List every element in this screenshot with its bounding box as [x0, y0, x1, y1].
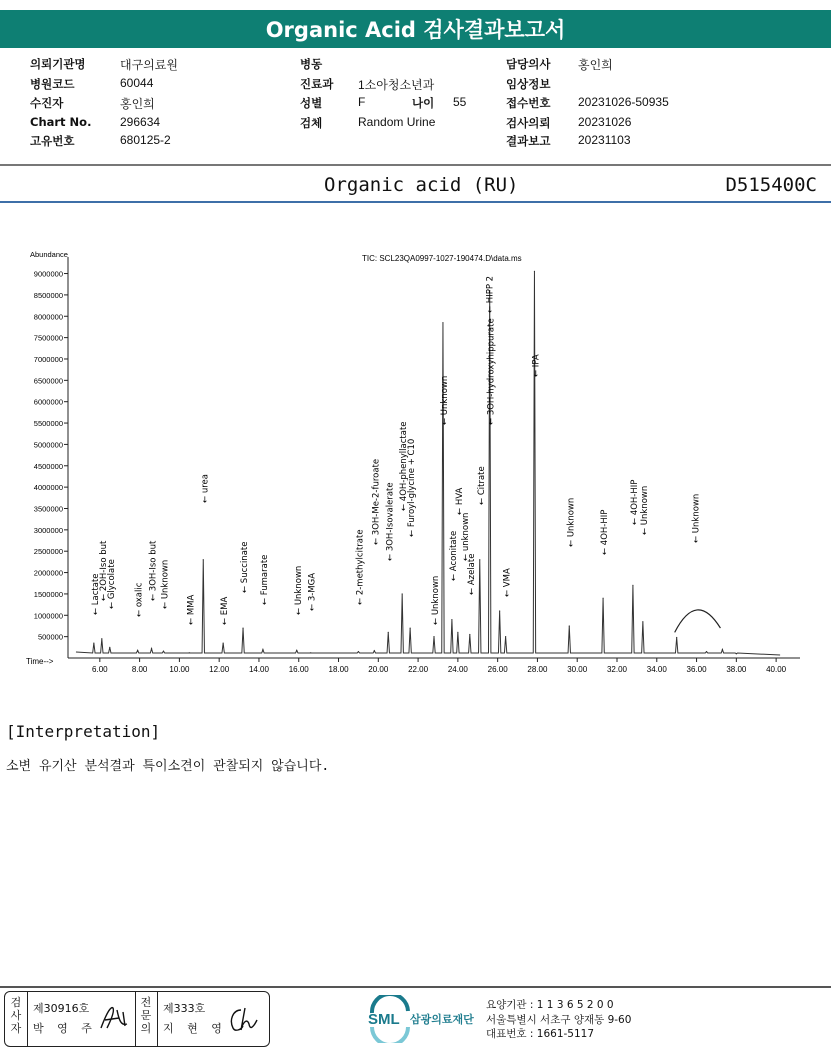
specialist-name: 지 현 영 — [163, 1022, 227, 1035]
x-tick-label: 6.00 — [92, 665, 108, 674]
peak-point — [602, 598, 603, 599]
peak-annotation: ← unknown — [460, 512, 471, 561]
info-value: 60044 — [120, 76, 154, 90]
info-value: 55 — [453, 95, 467, 109]
x-tick-label: 22.00 — [408, 665, 429, 674]
peak-point — [109, 647, 110, 648]
peak-point — [163, 651, 164, 652]
chart-annotations — [91, 276, 721, 632]
report-title: Organic acid (RU) — [324, 174, 519, 196]
info-label: 진료과 — [300, 77, 334, 91]
info-value: 20231103 — [578, 133, 631, 147]
peak-annotation: ← 4OH-HIP — [629, 479, 640, 525]
x-tick-label: 28.00 — [527, 665, 548, 674]
peak-annotation: ← Aconitate — [448, 530, 459, 581]
y-tick-label: 5000000 — [33, 440, 63, 450]
y-tick-label: 8000000 — [33, 312, 63, 322]
peak-annotation: ← 3OH-Iso but — [148, 540, 159, 601]
info-value: 680125-2 — [120, 133, 171, 147]
peak-annotation: ← EMA — [220, 596, 231, 625]
peak-annotation: ← Unknown — [566, 497, 577, 547]
specialist-label: 전문의 — [140, 996, 152, 1035]
peak-point — [388, 632, 389, 633]
specialist-number: 제333호 — [163, 1002, 206, 1015]
peak-point — [706, 651, 707, 652]
peak-annotation: ← IPA — [531, 354, 542, 377]
chromatogram-trace — [76, 271, 780, 655]
x-tick-label: 14.00 — [248, 665, 269, 674]
x-tick-label: 16.00 — [288, 665, 309, 674]
lab-street: 서울특별시 서초구 양재동 9-60 — [486, 1013, 632, 1026]
y-tick-label: 6500000 — [33, 376, 63, 386]
x-tick-label: 38.00 — [726, 665, 747, 674]
peak-annotation: ← 3OH-Isovalerate — [385, 482, 396, 561]
y-tick-label: 5500000 — [33, 419, 63, 429]
peak-annotation: ← Furoyl-glycine + C10 — [407, 438, 418, 537]
info-label: 담당의사 — [506, 57, 551, 71]
peak-annotation: ← Lactate — [90, 573, 101, 615]
peak-point — [223, 642, 224, 643]
x-tick-label: 24.00 — [447, 665, 468, 674]
chart-title: TIC: SCL23QA0997-1027-190474.D\data.ms — [362, 254, 522, 263]
y-tick-label: 7500000 — [33, 333, 63, 343]
peak-annotation: ← Glycolate — [106, 559, 117, 609]
specialist-signature — [227, 1004, 263, 1034]
x-tick-label: 26.00 — [487, 665, 508, 674]
peak-point — [151, 648, 152, 649]
peak-annotation: ← 3-MGA — [307, 572, 318, 611]
info-label: 검사의뢰 — [506, 116, 551, 130]
peak-point — [469, 634, 470, 635]
info-value: 홍인희 — [578, 58, 613, 72]
y-tick-label: 9000000 — [33, 269, 63, 279]
peak-annotation: ← VMA — [502, 568, 513, 597]
y-tick-label: 4000000 — [33, 483, 63, 493]
peak-point — [505, 636, 506, 637]
y-tick-label: 2000000 — [33, 568, 63, 578]
x-tick-label: 32.00 — [606, 665, 628, 674]
y-tick-label: 3000000 — [33, 525, 63, 535]
patient-info — [0, 54, 831, 164]
info-value: 20231026 — [578, 115, 632, 129]
peak-point — [374, 650, 375, 651]
report-banner — [0, 10, 831, 48]
hump-annotation-arc — [675, 610, 721, 632]
y-tick-label: 2500000 — [33, 547, 63, 557]
info-label: 병원코드 — [30, 77, 75, 91]
tester-name: 박 영 주 — [33, 1022, 97, 1035]
peak-point — [632, 585, 633, 586]
x-tick-label: 18.00 — [328, 665, 349, 674]
info-value: 홍인희 — [120, 97, 155, 111]
tester-number: 제30916호 — [33, 1002, 90, 1015]
peak-annotation: ← 3OH-hydroxyhippurate — [486, 318, 497, 425]
y-tick-label: 6000000 — [33, 397, 63, 407]
info-label: 고유번호 — [30, 134, 75, 148]
peak-point — [310, 652, 311, 653]
peak-annotation: ← urea — [200, 474, 211, 503]
peak-point — [433, 636, 434, 637]
x-tick-label: 30.00 — [567, 665, 588, 674]
peak-point — [189, 652, 190, 653]
peak-annotation: ← Citrate — [476, 466, 487, 505]
peak-point — [242, 627, 243, 628]
peak-annotation: ← 4OH-HIP — [600, 509, 611, 555]
info-label: Chart No. — [30, 115, 92, 129]
peak-point — [410, 627, 411, 628]
peak-annotation: ← Unknown — [293, 565, 304, 615]
peak-point — [402, 593, 403, 594]
chromatogram-chart — [0, 245, 831, 680]
peak-point — [676, 637, 677, 638]
peak-annotation: ← Succinate — [240, 541, 251, 593]
peak-point — [722, 649, 723, 650]
divider — [0, 164, 831, 166]
sml-logo-icon — [366, 995, 414, 1043]
info-label: 나이 — [412, 96, 435, 110]
y-tick-label: 4500000 — [33, 461, 63, 471]
peak-annotation: ← 2OH-Iso but — [98, 540, 109, 601]
y-tick-label: 8500000 — [33, 290, 63, 300]
peak-point — [451, 619, 452, 620]
y-axis-label: Abundance — [30, 250, 68, 259]
info-label: 성별 — [300, 96, 323, 110]
peak-point — [569, 625, 570, 626]
peak-point — [479, 559, 480, 560]
divider — [0, 986, 831, 988]
info-label: 결과보고 — [506, 134, 551, 148]
y-tick-label: 7000000 — [33, 354, 63, 364]
peak-annotation: ← Unknown — [439, 375, 450, 425]
info-label: 의뢰기관명 — [30, 57, 86, 71]
logo-text: SML — [368, 1011, 400, 1028]
x-tick-label: 8.00 — [131, 665, 148, 674]
peak-annotation: ← Unknown — [691, 493, 702, 543]
lab-address — [486, 998, 631, 1042]
report-code: D515400C — [725, 174, 817, 196]
lab-name: 삼광의료재단 — [410, 1013, 474, 1026]
interpretation-text: 소변 유기산 분석결과 특이소견이 관찰되지 않습니다. — [6, 759, 330, 774]
interpretation-heading: [Interpretation] — [6, 722, 161, 741]
peak-annotation: ← 2-methylcitrate — [355, 529, 366, 605]
y-tick-label: 3500000 — [33, 504, 63, 514]
report-title-row — [0, 172, 831, 200]
info-label: 수진자 — [30, 96, 64, 110]
peak-point — [203, 559, 204, 560]
cell-border — [5, 992, 136, 1046]
peak-annotation: ← MMA — [186, 594, 197, 625]
peak-annotation: ← 3OH-Me-2-furoate — [371, 458, 382, 545]
info-value: 1소아청소년과 — [358, 78, 435, 92]
peak-point — [262, 649, 263, 650]
peak-annotation: ← HIPP 2 — [485, 275, 496, 313]
peak-point — [442, 322, 443, 323]
info-value: 20231026-50935 — [578, 95, 669, 109]
chart-trace — [76, 271, 780, 655]
info-label: 병동 — [300, 57, 323, 71]
peak-annotation: ← Unknown — [431, 575, 441, 625]
y-tick-label: 1500000 — [33, 589, 63, 599]
y-tick-label: 500000 — [37, 632, 63, 642]
info-value: 296634 — [120, 115, 161, 129]
signature-box — [4, 991, 270, 1047]
info-value: 대구의료원 — [120, 58, 178, 72]
peak-point — [534, 271, 535, 272]
x-tick-label: 34.00 — [646, 665, 667, 674]
x-tick-label: 20.00 — [368, 665, 389, 674]
peak-annotation: ← 4OH-phenyllactate — [399, 421, 410, 511]
peak-point — [457, 632, 458, 633]
info-label: 검체 — [300, 116, 323, 130]
x-axis-label: Time--> — [26, 657, 54, 666]
lab-code: 요양기관 : 1 1 3 6 5 2 0 0 — [486, 999, 614, 1011]
x-tick-label: 36.00 — [686, 665, 707, 674]
specialist-label-cell — [135, 992, 158, 1046]
report-banner-title: Organic Acid 검사결과보고서 — [265, 18, 566, 42]
divider — [0, 201, 831, 203]
lab-phone: 대표번호 : 1661-5117 — [486, 1028, 595, 1040]
peak-point — [93, 642, 94, 643]
peak-point — [137, 650, 138, 651]
peak-point — [101, 638, 102, 639]
peak-annotation: ← Azelate — [466, 553, 477, 595]
peak-point — [499, 610, 500, 611]
peak-annotation: ← Unknown — [160, 559, 171, 609]
info-value: Random Urine — [358, 115, 436, 129]
peak-point — [642, 621, 643, 622]
peak-point — [358, 651, 359, 652]
x-tick-label: 12.00 — [209, 665, 230, 674]
info-label: 접수번호 — [506, 96, 551, 110]
peak-annotation: ← Unknown — [639, 485, 650, 535]
peak-annotation: ← oxalic — [134, 582, 145, 617]
info-label: 임상정보 — [506, 77, 551, 91]
peak-point — [736, 653, 737, 654]
peak-annotation: ← Fumarate — [259, 554, 270, 605]
peak-annotation: ← HVA — [454, 487, 465, 515]
tester-label: 검사자 — [10, 996, 22, 1035]
x-tick-label: 40.00 — [766, 665, 787, 674]
peak-point — [296, 650, 297, 651]
y-tick-label: 1000000 — [33, 611, 63, 621]
info-value: F — [358, 95, 366, 109]
x-tick-label: 10.00 — [169, 665, 190, 674]
